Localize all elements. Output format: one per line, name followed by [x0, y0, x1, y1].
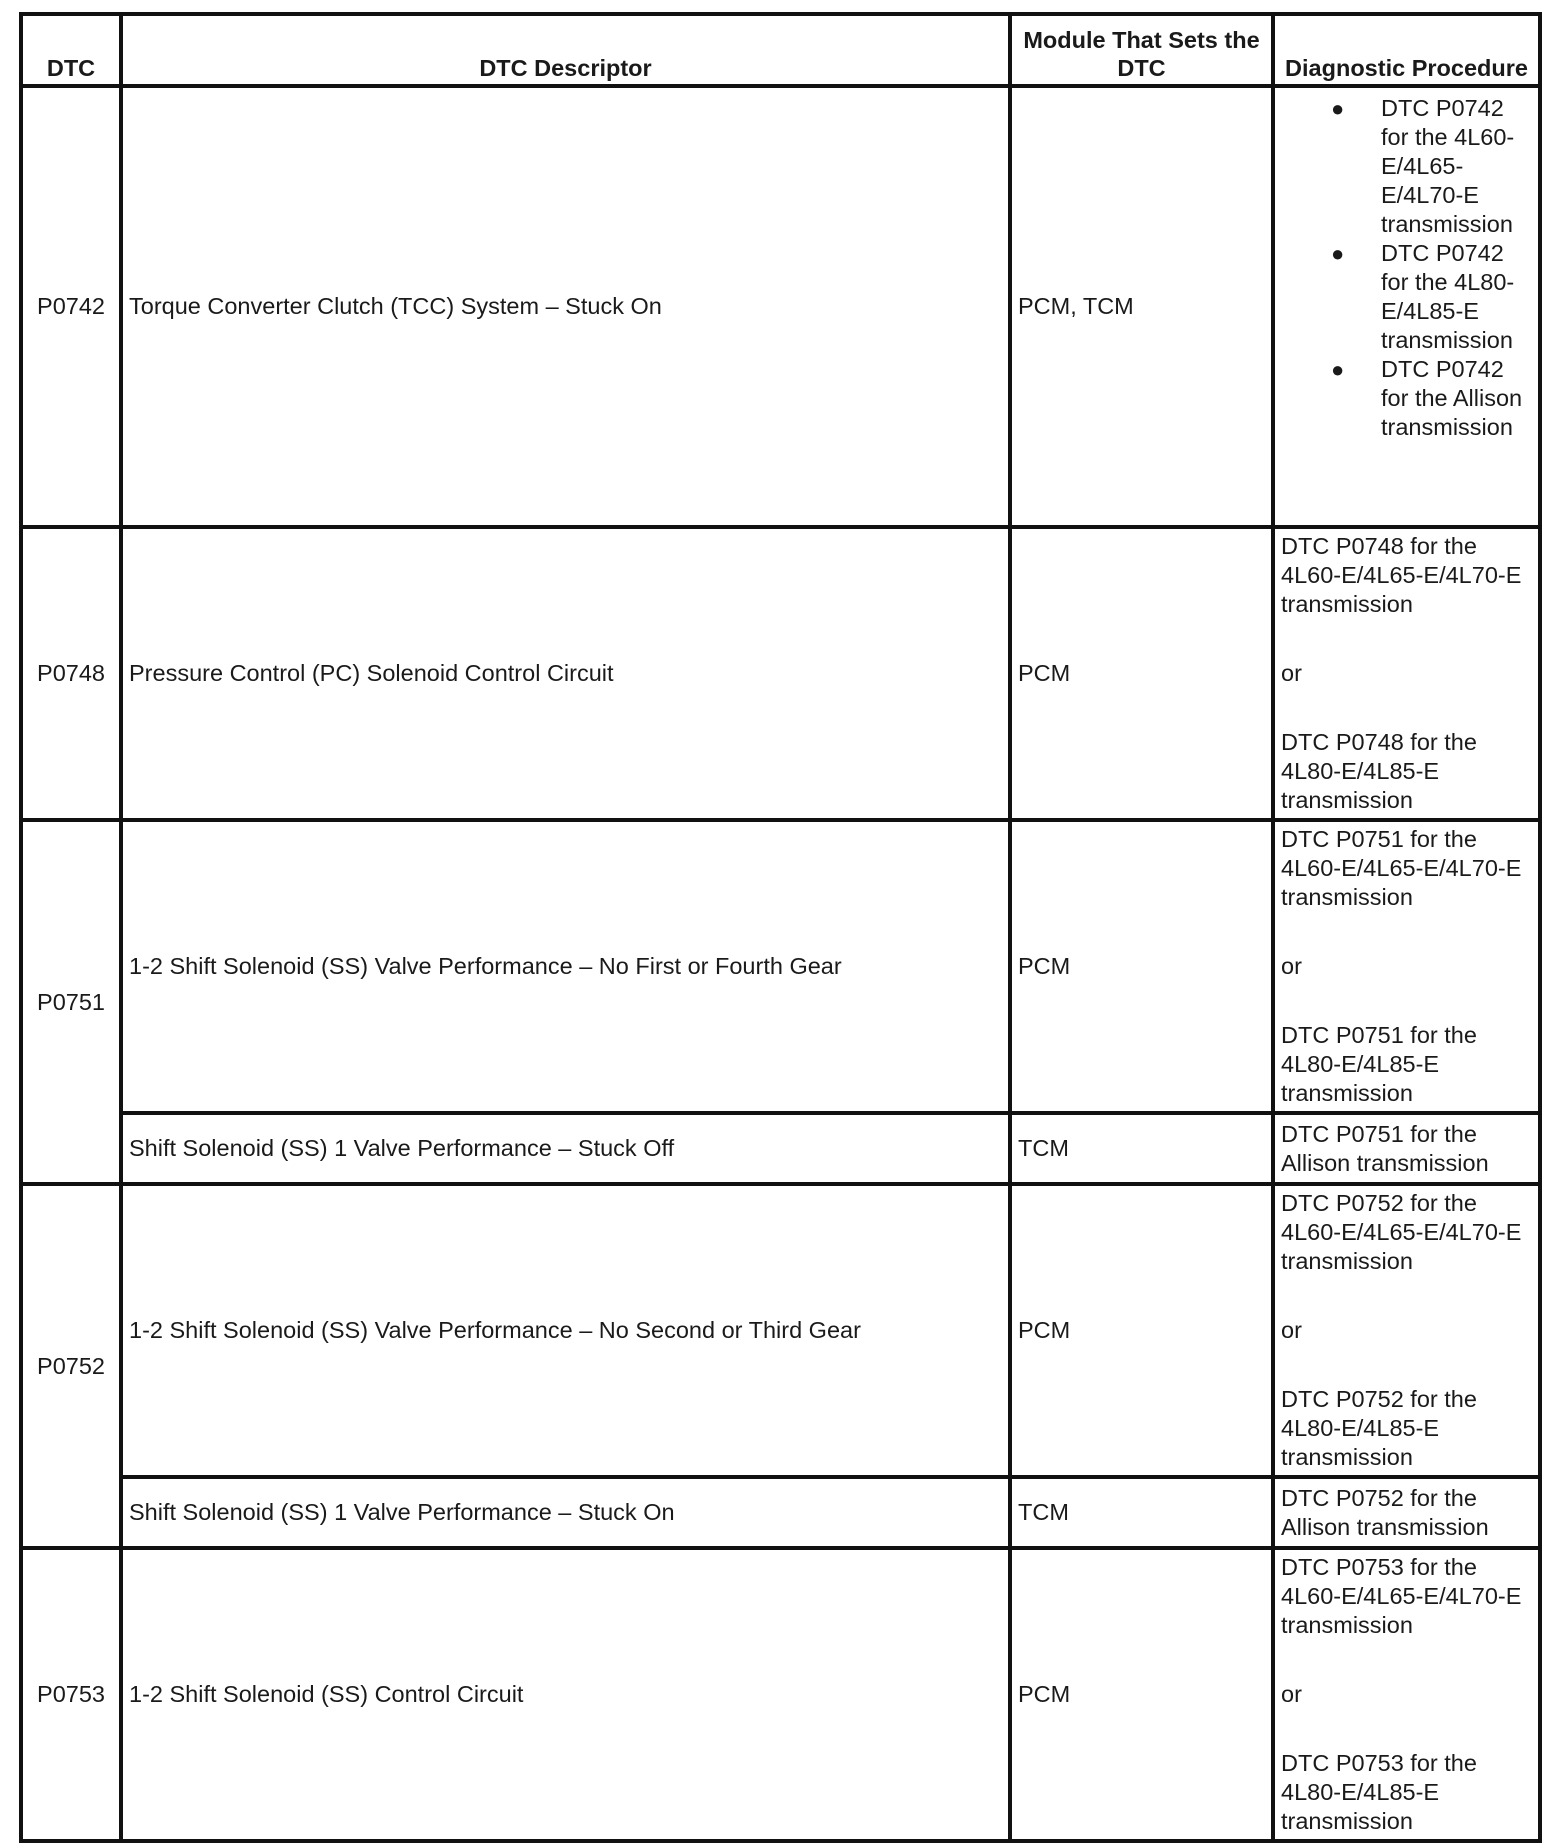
procedure-cell — [1273, 1184, 1540, 1477]
procedure-cell — [1273, 1548, 1540, 1841]
or-separator: or — [1281, 953, 1302, 979]
table-row — [21, 1184, 1540, 1477]
procedure-cell — [1273, 820, 1540, 1113]
dtc-descriptor: 1-2 Shift Solenoid (SS) Control Circuit — [121, 1548, 1010, 1841]
module-cell: PCM — [1010, 820, 1273, 1113]
dtc-table — [19, 12, 1542, 1843]
procedure-link[interactable]: DTC P0752 for the 4L60-E/4L65-E/4L70-E transmission — [1281, 1190, 1522, 1274]
table-row — [21, 527, 1540, 820]
header-procedure: Diagnostic Procedure — [1273, 14, 1540, 86]
procedure-link[interactable]: DTC P0748 for the 4L80-E/4L85-E transmission — [1281, 729, 1477, 813]
or-separator: or — [1281, 660, 1302, 686]
header-dtc: DTC — [21, 14, 121, 86]
dtc-descriptor: Shift Solenoid (SS) 1 Valve Performance – Stuck Off — [121, 1113, 1010, 1184]
header-descriptor: DTC Descriptor — [121, 14, 1010, 86]
header-module: Module That Sets the DTC — [1010, 14, 1273, 86]
procedure-link[interactable]: ● DTC P0742 for the Allison transmission — [1331, 356, 1523, 440]
bullet-icon: ● — [1331, 241, 1345, 266]
procedure-list — [1281, 94, 1532, 442]
or-separator: or — [1281, 1681, 1302, 1707]
procedure-link[interactable]: DTC P0748 for the 4L60-E/4L65-E/4L70-E transmission — [1281, 533, 1522, 617]
dtc-descriptor: Shift Solenoid (SS) 1 Valve Performance – Stuck On — [121, 1477, 1010, 1548]
procedure-link[interactable]: DTC P0751 for the 4L60-E/4L65-E/4L70-E transmission — [1281, 826, 1522, 910]
procedure-link[interactable]: DTC P0752 for the Allison transmission — [1273, 1477, 1540, 1548]
dtc-code: P0748 — [21, 527, 121, 820]
procedure-link[interactable]: DTC P0753 for the 4L60-E/4L65-E/4L70-E transmission — [1281, 1554, 1522, 1638]
header-row — [21, 14, 1540, 86]
module-cell: PCM, TCM — [1010, 86, 1273, 527]
module-cell: TCM — [1010, 1477, 1273, 1548]
dtc-code: P0752 — [21, 1184, 121, 1548]
procedure-link[interactable]: DTC P0751 for the 4L80-E/4L85-E transmission — [1281, 1022, 1477, 1106]
table-row — [21, 1548, 1540, 1841]
module-cell: PCM — [1010, 527, 1273, 820]
dtc-descriptor: Torque Converter Clutch (TCC) System – Stuck On — [121, 86, 1010, 527]
dtc-code: P0742 — [21, 86, 121, 527]
dtc-descriptor: 1-2 Shift Solenoid (SS) Valve Performance – No First or Fourth Gear — [121, 820, 1010, 1113]
procedure-cell — [1273, 527, 1540, 820]
procedure-link[interactable]: DTC P0751 for the Allison transmission — [1273, 1113, 1540, 1184]
dtc-code: P0751 — [21, 820, 121, 1184]
procedure-link[interactable]: ● DTC P0742 for the 4L80-E/4L85-E transmission — [1331, 240, 1515, 353]
dtc-code: P0753 — [21, 1548, 121, 1841]
table-row — [21, 820, 1540, 1113]
or-separator: or — [1281, 1317, 1302, 1343]
table-row — [21, 1477, 1540, 1548]
bullet-icon: ● — [1331, 357, 1345, 382]
module-cell: TCM — [1010, 1113, 1273, 1184]
procedure-cell — [1273, 86, 1540, 527]
table-row — [21, 1113, 1540, 1184]
module-cell: PCM — [1010, 1548, 1273, 1841]
bullet-icon: ● — [1331, 96, 1345, 121]
dtc-descriptor: Pressure Control (PC) Solenoid Control Circuit — [121, 527, 1010, 820]
module-cell: PCM — [1010, 1184, 1273, 1477]
table-row — [21, 86, 1540, 527]
dtc-descriptor: 1-2 Shift Solenoid (SS) Valve Performance – No Second or Third Gear — [121, 1184, 1010, 1477]
procedure-link[interactable]: ● DTC P0742 for the 4L60-E/4L65-E/4L70-E transmission — [1331, 95, 1515, 237]
procedure-link[interactable]: DTC P0753 for the 4L80-E/4L85-E transmission — [1281, 1750, 1477, 1834]
procedure-link[interactable]: DTC P0752 for the 4L80-E/4L85-E transmission — [1281, 1386, 1477, 1470]
